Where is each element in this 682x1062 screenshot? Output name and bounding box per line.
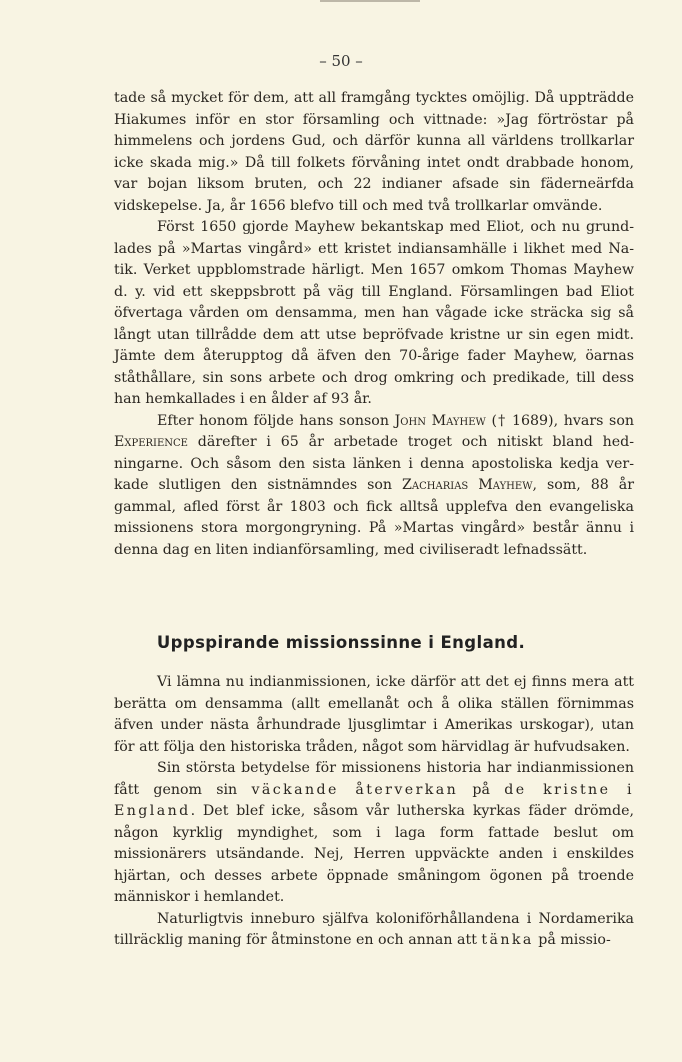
text-run: Efter honom följde hans sonson: [157, 412, 395, 429]
paragraph: [114, 909, 634, 952]
text-block-2: [114, 672, 634, 952]
text-run: Naturligtvis inneburo själfva koloniförhållandena i Nordamerika tillräcklig maning för åtminstone en och annan att: [114, 910, 634, 948]
text-run: , som, 88 år gammal, afled först år 1803 och fick alltså upplefva den evangeliska missionens stora morgongryning. På »Martas vingård» består ännu i denna dag en liten indianförsamling, med civiliseradt lefnadssätt.: [114, 477, 634, 558]
person-name: Zacharias Mayhew: [402, 477, 533, 493]
person-name: John Mayhew: [394, 412, 486, 429]
text-run: . Det blef icke, såsom vår lutherska kyrkas fäder drömde, någon kyrklig myndighet, som i laga form fattade beslut om missionärers utsändande. Nej, Herren uppväckte anden i enskildes hjärtan, och desses arbete öppnade småningom ögonen på troende människor i hemlandet.: [114, 803, 634, 905]
paragraph: [114, 411, 634, 562]
section-heading: Uppspirande missionssinne i England.: [156, 633, 526, 652]
text-run: därefter i 65 år arbetade troget och nitiskt bland hedningarne. Och såsom den sista länken i denna apostoliska kedja verkade slutligen den sistnämndes son: [114, 434, 634, 493]
page-number: – 50 –: [319, 52, 363, 70]
text-run: Sin största betydelse för missionens historia har indianmissionen fått genom sin: [114, 760, 634, 798]
text-block-1: [114, 88, 634, 561]
paragraph: [114, 758, 634, 909]
text-run: († 1689), hvars son: [485, 412, 634, 429]
text-run: på missio-: [533, 932, 611, 948]
emphasis: tänka: [481, 932, 534, 948]
paragraph: Först 1650 gjorde Mayhew bekantskap med Eliot, och nu grundlades på »Martas vingård» ett kristet indiansamhälle i likhet med Natik. Verket uppblomstrade härligt. Men 1657 omkom Thomas Mayhew d. y. vid ett skeppsbrott på väg till England. Församlingen bad Eliot öfvertaga vården om densamma, men han vågade icke sträcka sig så långt utan tillrådde dem att utse bepröfvade kristne ur sin egen midt. Jämte dem återupptog då äfven den 70-årige fader Mayhew, öarnas ståthållare, sin sons arbete och drog omkring och predikade, till dess han hemkallades i en ålder af 93 år.: [114, 219, 634, 407]
emphasis: väckande återverkan: [251, 781, 459, 798]
text-run: på: [458, 781, 505, 798]
paragraph: tade så mycket för dem, att all framgång tycktes omöjlig. Då uppträdde Hiakumes inför en stor församling och vittnade: »Jag förtröstar på himmelens och jordens Gud, och därför kunna all världens trollkarlar icke skada mig.» Då till folkets förvåning intet ondt drabbade honom, var bojan liksom bruten, och 22 indianer afsade sin fäderneärfda vidskepelse. Ja, år 1656 blefvo till och med två trollkarlar omvände.: [114, 90, 634, 214]
person-name: Experience: [114, 434, 188, 450]
emphasis: de kristne i England: [114, 781, 634, 819]
paragraph: Vi lämna nu indianmissionen, icke därför att det ej finns mera att berätta om densamma (allt emellanåt och å olika ställen förnimmas äfven under nästa århundrade ljusglimtar i Amerikas urskogar), utan för att följa den historiska tråden, något som härvidlag är hufvudsaken.: [114, 674, 634, 755]
top-edge-mark: [320, 0, 420, 2]
